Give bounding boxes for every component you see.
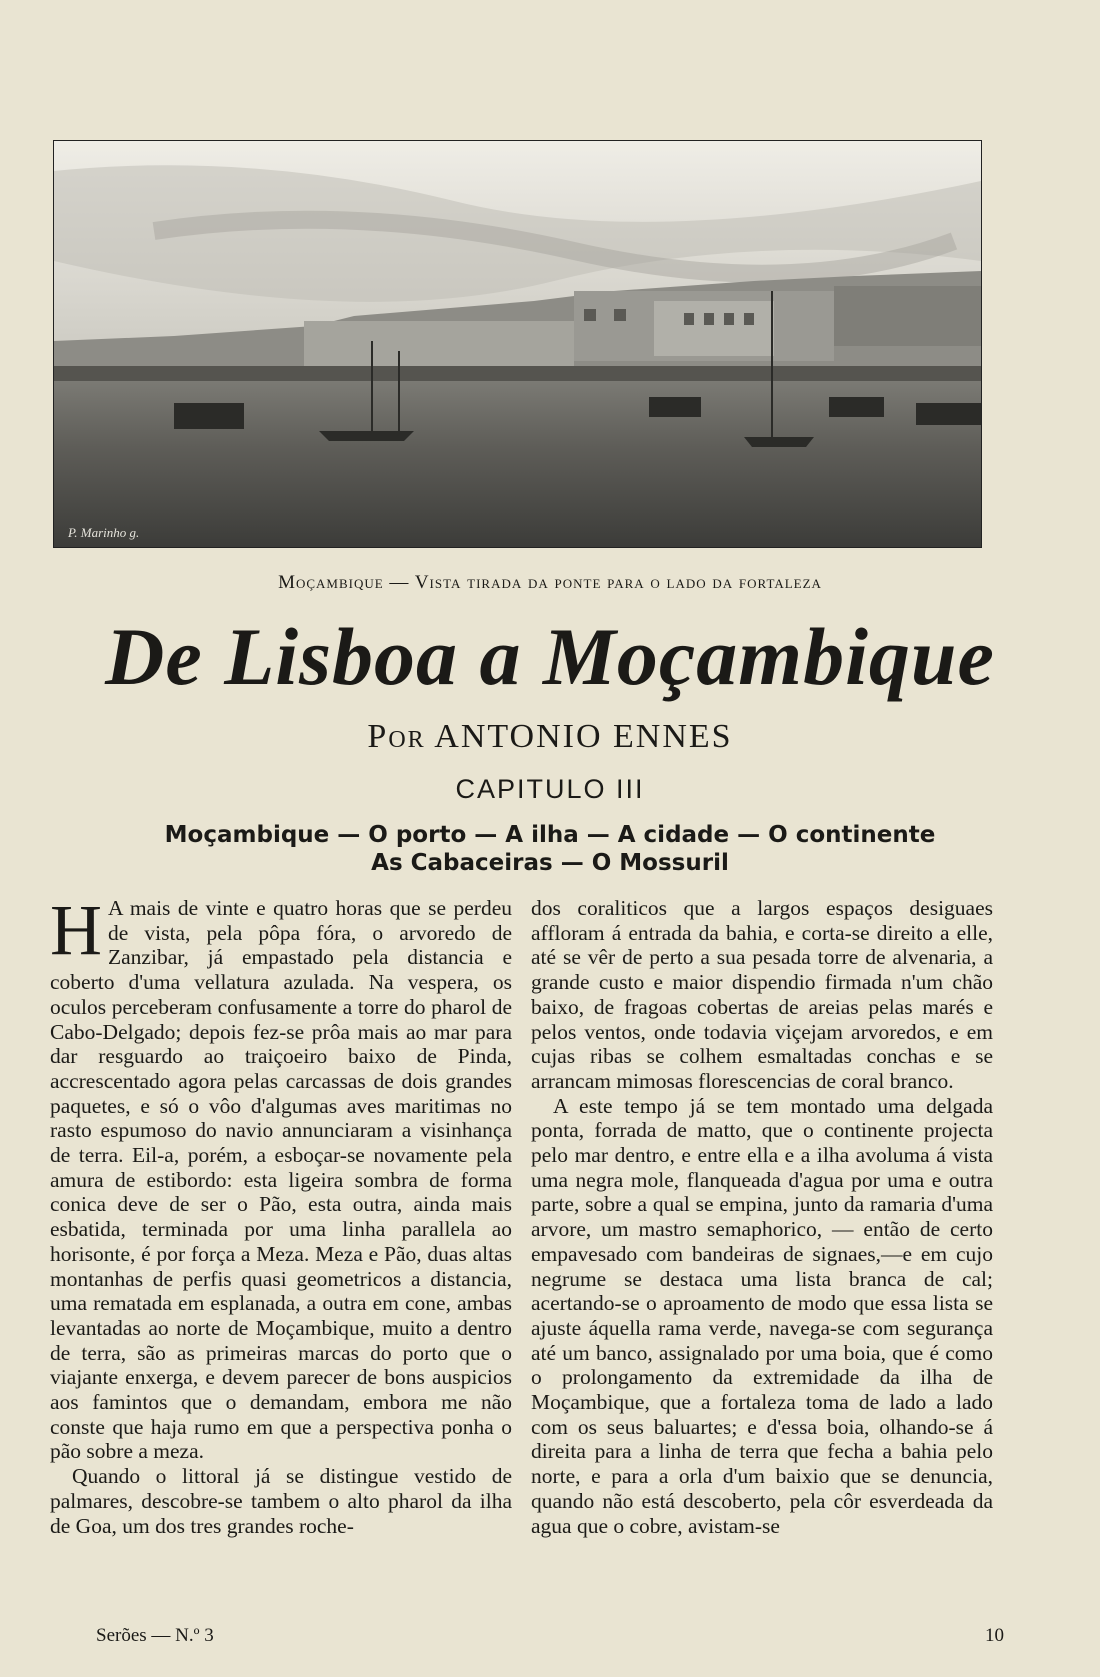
article-author: Por ANTONIO ENNES [367, 718, 733, 755]
right-column [531, 896, 993, 1586]
left-paragraph-1 [50, 896, 512, 1464]
right-paragraph-2: A este tempo já se tem montado uma delgada ponta, forrada de matto, que o continente projecta pelo mar dentro, e entre ella e a ilha avoluma á vista uma negra mole, flanqueada d'agua por uma e outra parte, sobre a qual se empina, junto da ramaria d'uma arvore, um mastro semaphorico, — então de certo empavesado com bandeiras de signaes,—e em cujo negrume se destaca uma lista branca de cal; acertando-se o aproamento de modo que essa lista se ajuste áquella rama verde, navega-se com segurança até um banco, assignalado por uma boia, que é como o prolongamento da extremidade da ilha de Moçambique, que a fortaleza toma de lado a lado com os seus baluartes; e d'essa boia, olhando-se á direita para a linha de terra que fecha a bahia pelo norte, e para a orla d'um baixio que se denuncia, quando não está descoberto, pela côr esverdeada da agua que o cobre, avistam-se [531, 1093, 993, 1538]
right-paragraph-1: dos coraliticos que a largos espaços desiguaes affloram á entrada da bahia, e corta-se direito a elle, até se vêr de perto a sua pesada torre de alvenaria, a grande custo e maior dispendio firmada n'um chão baixo, de fragoas cobertas de areias pelas marés e pelos ventos, onde todavia viçejam arvoredos, e em cujas ribas se colhem esmaltadas conchas e se arrancam mimosas florescencias de coral branco. [531, 896, 993, 1093]
chapter-summary [0, 821, 1100, 877]
summary-line-2: As Cabaceiras — O Mossuril [371, 850, 729, 876]
summary-line-1: Moçambique — O porto — A ilha — A cidade — O continente [164, 822, 936, 848]
photo-caption: Moçambique — Vista tirada da ponte para o lado da fortaleza [278, 572, 822, 593]
harbor-illustration [54, 141, 981, 547]
footer-issue: Serões — N.º 3 [96, 1625, 214, 1646]
chapter-heading: CAPITULO III [455, 774, 645, 804]
left-column [50, 896, 512, 1586]
engraver-signature: P. Marinho g. [68, 525, 140, 540]
left-paragraph-1-text: A mais de vinte e quatro horas que se perdeu de vista, pela pôpa fóra, o arvoredo de Zanzibar, já empastado pela distancia e coberto d'uma vellatura azulada. Na vespera, os oculos perceberam confusamente a torre do pharol de Cabo-Delgado; depois fez-se prôa mais ao mar para dar resguardo ao traiçoeiro baixo de Pinda, accrescentado agora pelas carcassas de dois grandes paquetes, e só o vôo d'algumas aves maritimas no rasto espumoso do navio annunciaram a visinhança de terra. Eil-a, porém, a esboçar-se novamente pela amura de estibordo: esta ligeira sombra de forma conica deve de ser o Pão, esta outra, ainda mais esbatida, terminada por uma linha parallela ao horisonte, é por força a Meza. Meza e Pão, duas altas montanhas de perfis quasi geometricos a distancia, uma rematada em esplanada, a outra em cone, ambas levantadas ao norte de Moçambique, muito a dentro de terra, são as primeiras marcas do porto que o viajante enxerga, e devem parecer de bons auspicios aos famintos que o demandam, embora me não conste que haja rumo em que a perspectiva ponha o pão sobre a meza. [50, 896, 512, 1464]
left-paragraph-2: Quando o littoral já se distingue vestido de palmares, descobre-se tambem o alto pharol da ilha de Goa, um dos tres grandes roche- [50, 1464, 512, 1538]
article-title: De Lisboa a Moçambique [105, 611, 995, 702]
harbor-photo [53, 140, 982, 548]
page-number: 10 [985, 1625, 1004, 1646]
drop-cap: H [50, 896, 102, 970]
